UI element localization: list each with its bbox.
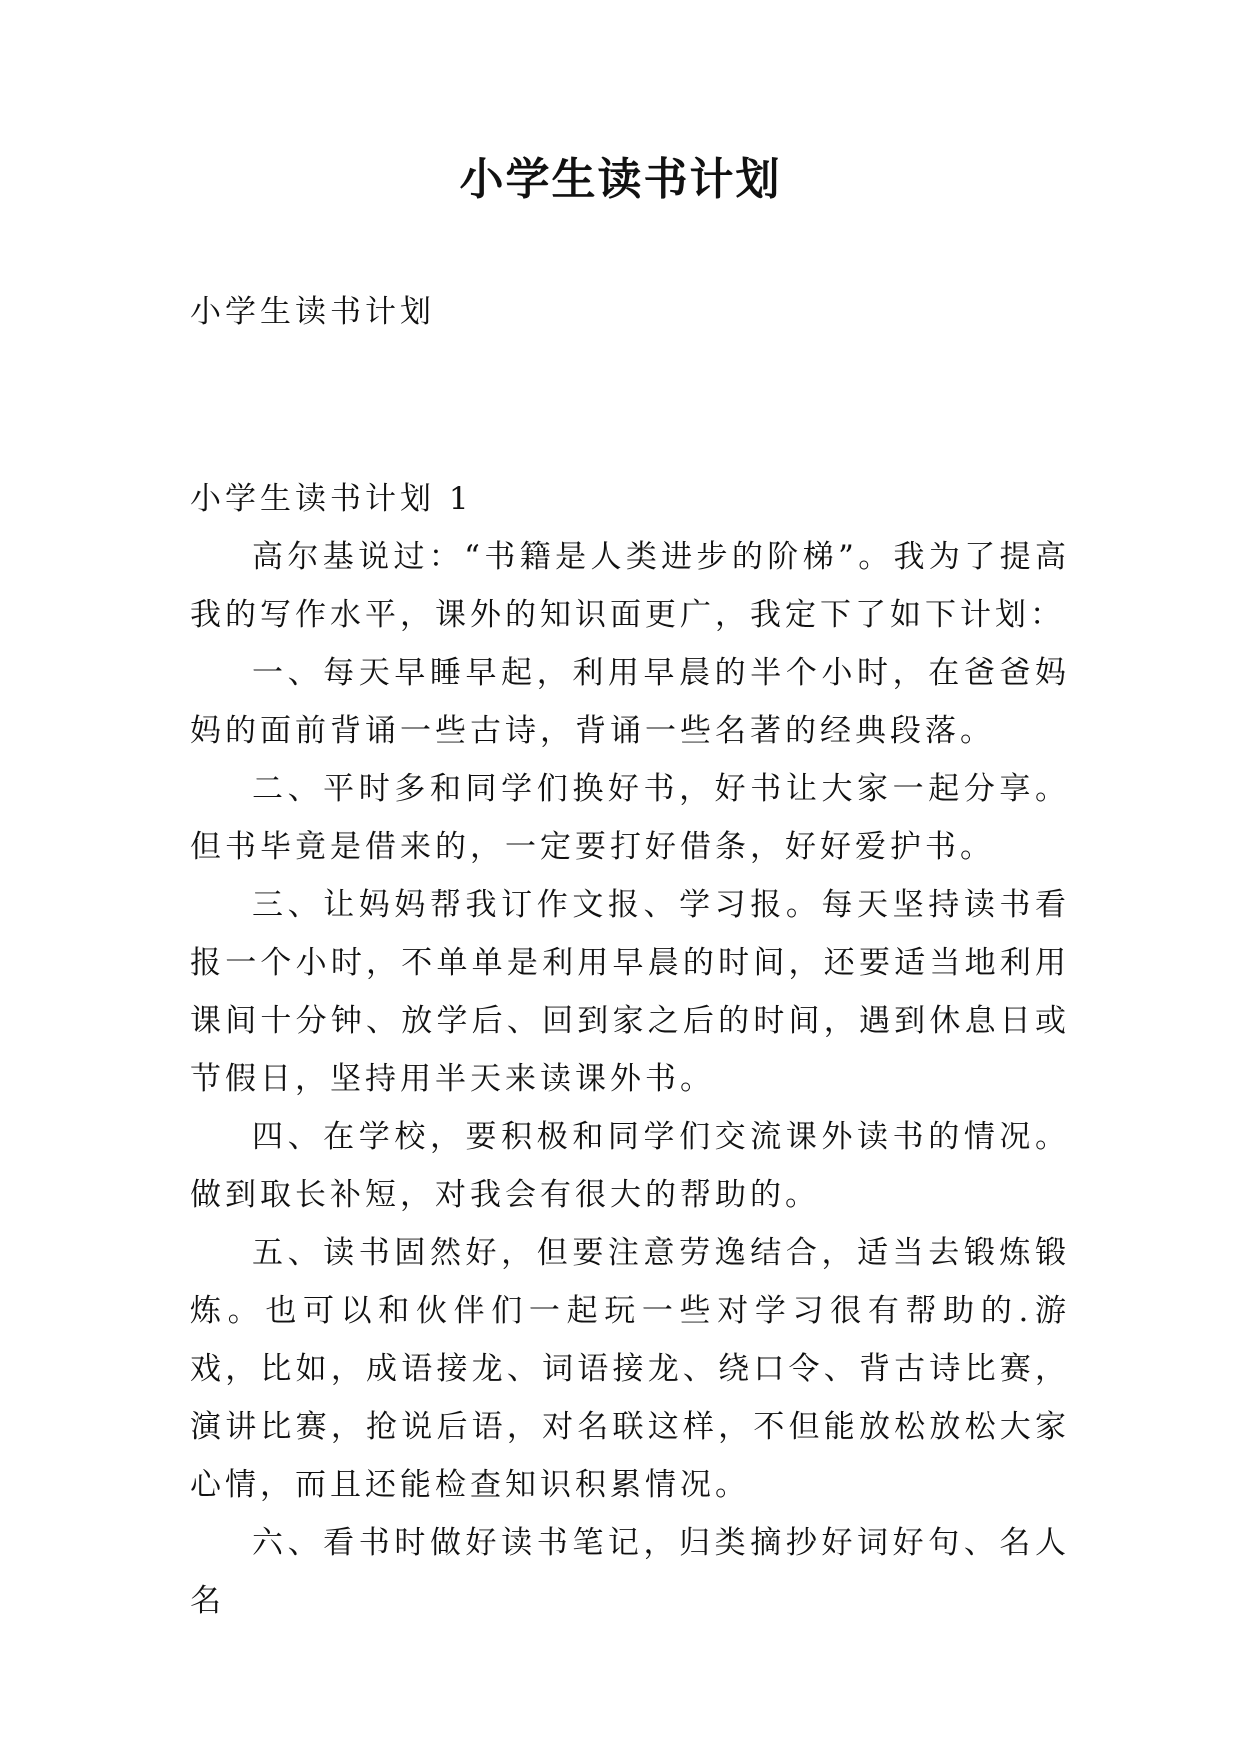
document-body bbox=[190, 470, 1070, 1630]
page-title: 小学生读书计划 bbox=[459, 154, 782, 205]
paragraph-item-2: 二、平时多和同学们换好书，好书让大家一起分享。但书毕竟是借来的，一定要打好借条，好好爱护书。 bbox=[190, 771, 1070, 865]
section-heading: 小学生读书计划 1 bbox=[190, 481, 473, 517]
paragraph-item-4: 四、在学校，要积极和同学们交流课外读书的情况。做到取长补短，对我会有很大的帮助的。 bbox=[190, 1119, 1070, 1213]
paragraph-intro: 高尔基说过：“书籍是人类进步的阶梯”。我为了提高我的写作水平，课外的知识面更广，我定下了如下计划： bbox=[190, 539, 1070, 633]
paragraph-item-3: 三、让妈妈帮我订作文报、学习报。每天坚持读书看报一个小时，不单单是利用早晨的时间，还要适当地利用课间十分钟、放学后、回到家之后的时间，遇到休息日或节假日，坚持用半天来读课外书。 bbox=[190, 887, 1070, 1097]
document-subtitle: 小学生读书计划 bbox=[190, 294, 435, 330]
paragraph-item-5: 五、读书固然好，但要注意劳逸结合，适当去锻炼锻炼。也可以和伙伴们一起玩一些对学习很有帮助的.游戏，比如，成语接龙、词语接龙、绕口令、背古诗比赛，演讲比赛，抢说后语，对名联这样，不但能放松放松大家心情，而且还能检查知识积累情况。 bbox=[190, 1235, 1070, 1503]
paragraph-item-1: 一、每天早睡早起，利用早晨的半个小时，在爸爸妈妈的面前背诵一些古诗，背诵一些名著的经典段落。 bbox=[190, 655, 1070, 749]
paragraph-item-6: 六、看书时做好读书笔记，归类摘抄好词好句、名人名 bbox=[190, 1525, 1070, 1619]
